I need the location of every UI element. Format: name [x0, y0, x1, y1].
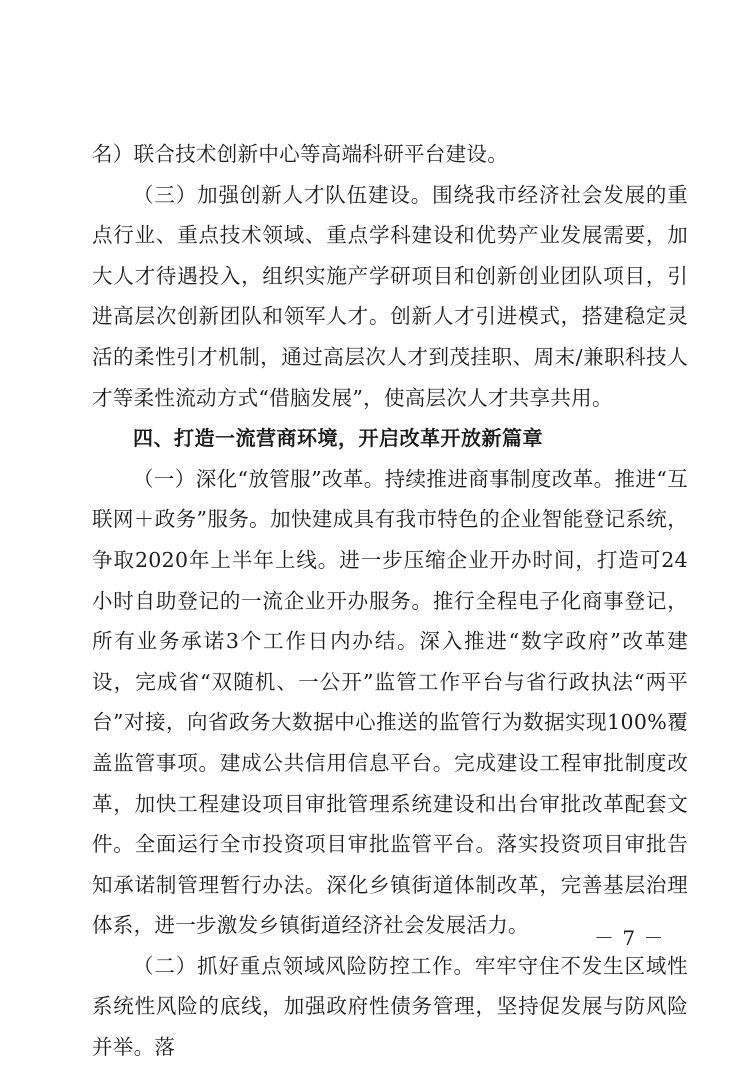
paragraph-continuation: 名）联合技术创新中心等高端科研平台建设。: [92, 142, 508, 166]
paragraph-talent-team: （三）加强创新人才队伍建设。围绕我市经济社会发展的重点行业、重点技术领域、重点学科建设和优势产业发展需要，加大人才待遇投入，组织实施产学研项目和创新创业团队项目，引进高层次创新团队和领军人才。创新人才引进模式，搭建稳定灵活的柔性引才机制，通过高层次人才到茂挂职、周末/兼职科技人才等柔性流动方式“借脑发展”，使高层次人才共享共用。: [92, 182, 688, 410]
page-number: － 7 －: [594, 926, 665, 950]
paragraph-risk-control: （二）抓好重点领域风险防控工作。牢牢守住不发生区域性系统性风险的底线，加强政府性债务管理，坚持促发展与防风险并举。落: [92, 953, 688, 1060]
paragraph-reform: （一）深化“放管服”改革。持续推进商事制度改革。推进“互联网＋政务”服务。加快建成具有我市特色的企业智能登记系统，争取2020年上半年上线。进一步压缩企业开办时间，打造可24小时自助登记的一流企业开办服务。推行全程电子化商事登记，所有业务承诺3个工作日内办结。深入推进“数字政府”改革建设，完成省“双随机、一公开”监管工作平台与省行政执法“两平台”对接，向省政务大数据中心推送的监管行为数据实现100%覆盖监管事项。建成公共信用信息平台。完成建设工程审批制度改革，加快工程建设项目审批管理系统建设和出台审批改革配套文件。全面运行全市投资项目审批监管平台。落实投资项目审批告知承诺制管理暂行办法。深化乡镇街道体制改革，完善基层治理体系，进一步激发乡镇街道经济社会发展活力。: [92, 466, 688, 938]
section-heading-business-environment: 四、打造一流营商环境，开启改革开放新篇章: [133, 426, 543, 451]
